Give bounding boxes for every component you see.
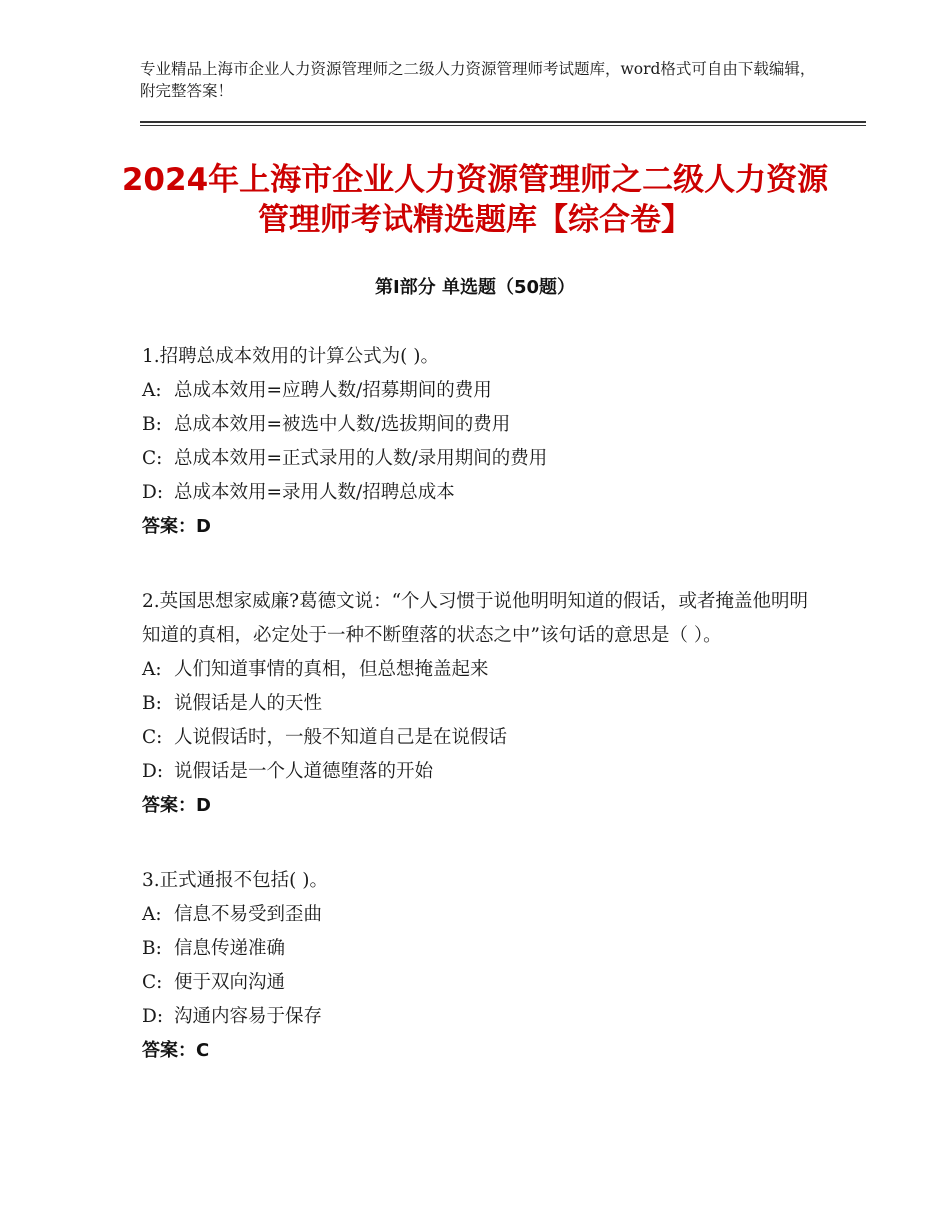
option-d <box>142 476 812 510</box>
option-d <box>142 1000 812 1034</box>
option-text: 总成本效用=被选中人数/选拔期间的费用 <box>174 414 511 435</box>
option-text: 说假话是人的天性 <box>174 693 323 714</box>
option-b <box>142 932 812 966</box>
option-text: 沟通内容易于保存 <box>174 1006 323 1027</box>
option-c <box>142 721 812 755</box>
section-heading: 第Ⅰ部分 单选题（50题） <box>374 277 575 298</box>
option-b <box>142 408 812 442</box>
option-text: 总成本效用=录用人数/招聘总成本 <box>174 482 455 503</box>
header-rule-thick <box>140 121 866 123</box>
option-letter: A: <box>142 904 162 925</box>
option-b <box>142 687 812 721</box>
option-text: 人说假话时，一般不知道自己是在说假话 <box>174 727 508 748</box>
answer-line: 答案：D <box>142 516 211 537</box>
option-letter: A: <box>142 380 162 401</box>
option-letter: C: <box>142 727 163 748</box>
question-stem: 1.招聘总成本效用的计算公式为( )。 <box>142 346 439 367</box>
option-letter: C: <box>142 972 163 993</box>
question-2 <box>142 585 812 823</box>
header-rule-thin <box>140 125 866 126</box>
option-a <box>142 374 812 408</box>
question-stem: 2.英国思想家威廉?葛德文说：“个人习惯于说他明明知道的假话，或者掩盖他明明知道的真相，必定处于一种不断堕落的状态之中”该句话的意思是（ ）。 <box>142 591 809 646</box>
option-letter: B: <box>142 414 162 435</box>
question-list <box>142 340 812 1109</box>
question-1 <box>142 340 812 544</box>
option-text: 人们知道事情的真相，但总想掩盖起来 <box>174 659 489 680</box>
option-letter: A: <box>142 659 162 680</box>
option-letter: D: <box>142 761 164 782</box>
answer-line: 答案：C <box>142 1040 210 1061</box>
option-letter: B: <box>142 938 162 959</box>
option-c <box>142 966 812 1000</box>
answer-line: 答案：D <box>142 795 211 816</box>
option-a <box>142 898 812 932</box>
option-text: 总成本效用=正式录用的人数/录用期间的费用 <box>174 448 548 469</box>
question-stem: 3.正式通报不包括( )。 <box>142 870 328 891</box>
option-letter: C: <box>142 448 163 469</box>
option-d <box>142 755 812 789</box>
option-letter: D: <box>142 1006 164 1027</box>
option-text: 信息不易受到歪曲 <box>174 904 323 925</box>
option-letter: D: <box>142 482 164 503</box>
option-a <box>142 653 812 687</box>
option-text: 信息传递准确 <box>174 938 286 959</box>
option-text: 说假话是一个人道德堕落的开始 <box>174 761 434 782</box>
question-3 <box>142 864 812 1068</box>
option-text: 便于双向沟通 <box>174 972 286 993</box>
option-text: 总成本效用=应聘人数/招募期间的费用 <box>174 380 492 401</box>
option-c <box>142 442 812 476</box>
option-letter: B: <box>142 693 162 714</box>
header-note: 专业精品上海市企业人力资源管理师之二级人力资源管理师考试题库，word格式可自由下载编辑，附完整答案！ <box>140 60 816 100</box>
document-title: 2024年上海市企业人力资源管理师之二级人力资源管理师考试精选题库【综合卷】 <box>121 162 829 238</box>
